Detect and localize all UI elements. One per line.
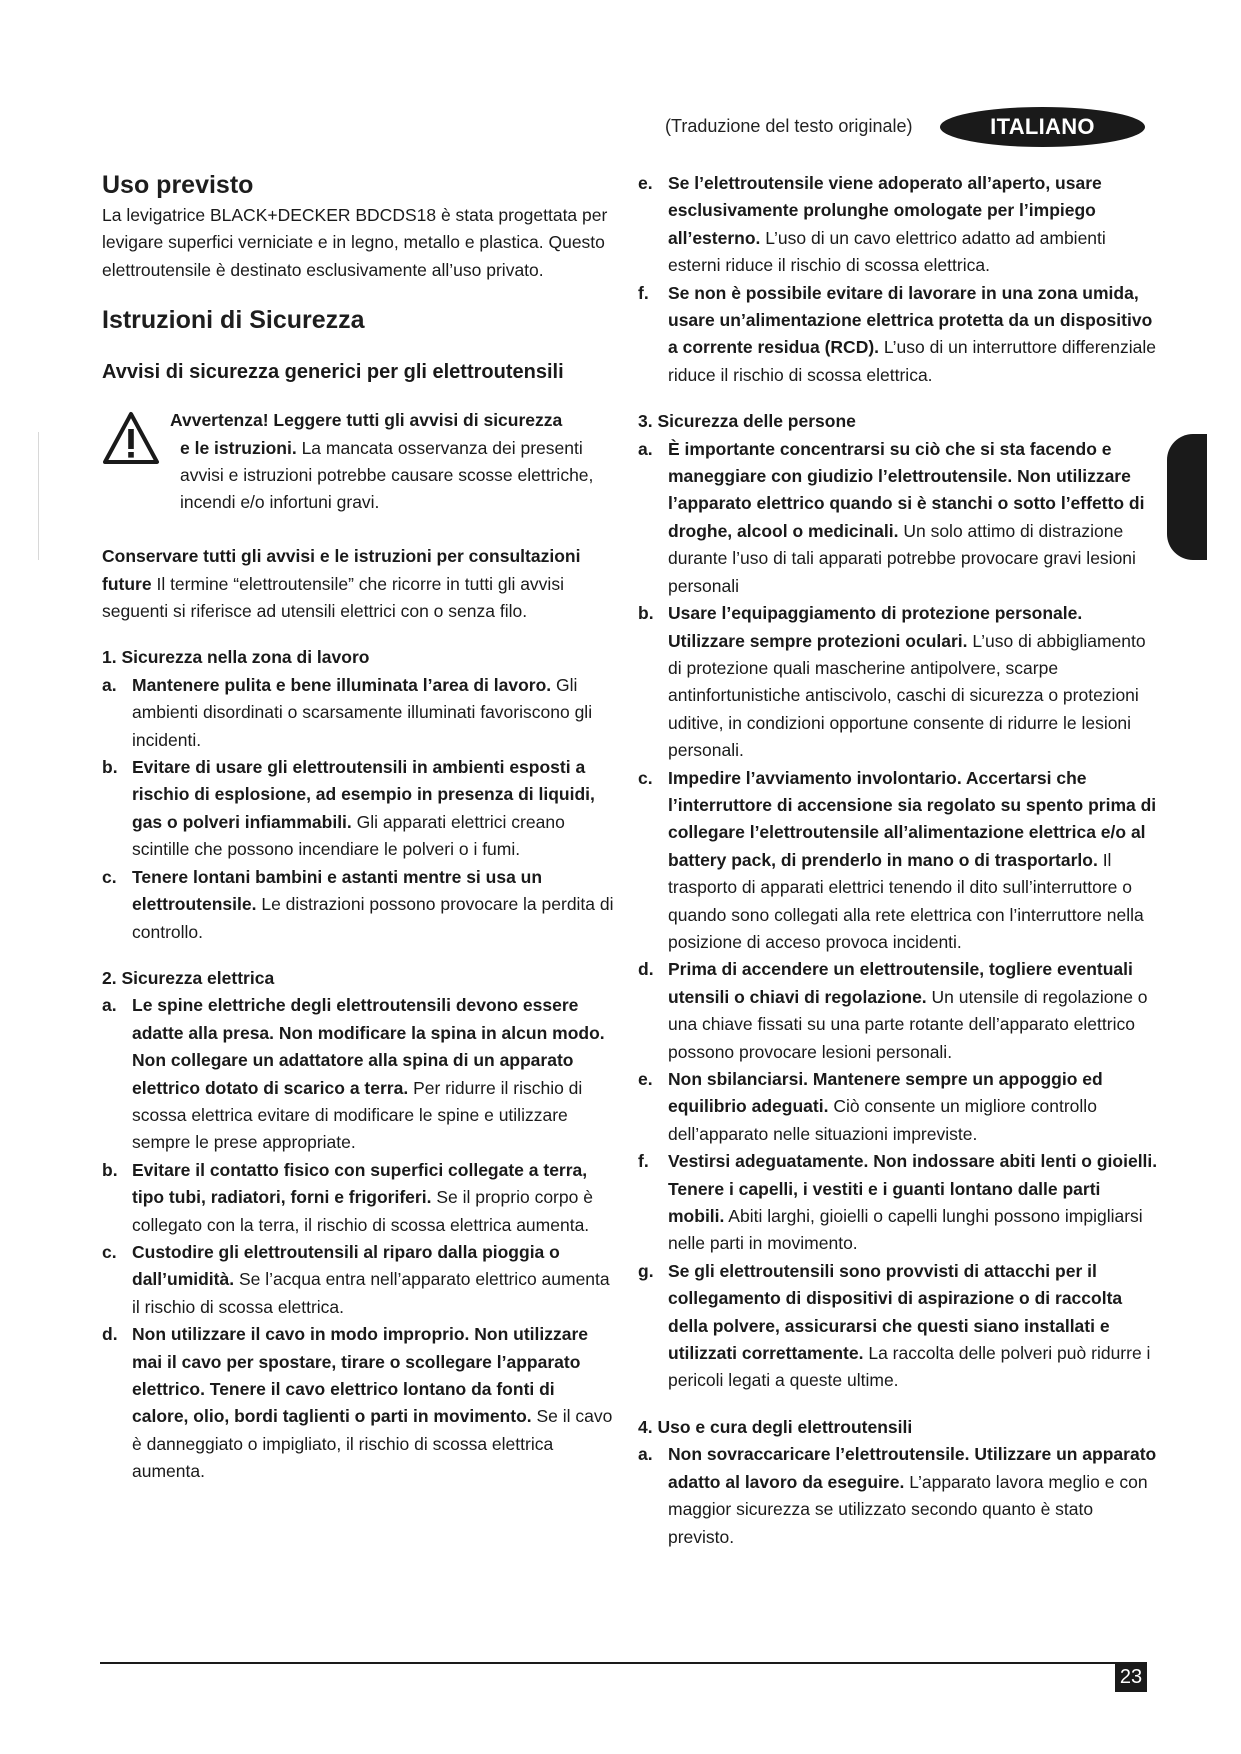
list-item <box>638 600 1160 764</box>
left-column <box>102 170 614 1486</box>
item-heading: Se l’elettroutensile viene adoperato all’aperto, usare esclusivamente prolunghe omologate per l’impiego all’esterno. <box>668 173 1102 248</box>
item-label: f. <box>638 282 649 303</box>
item-label: c. <box>638 767 653 788</box>
header-translation-note: (Traduzione del testo originale) <box>665 116 913 136</box>
item-label: g. <box>638 1260 654 1281</box>
item-heading: Le spine elettriche degli elettroutensili devono essere adatte alla presa. Non modificare la spina in alcun modo. Non collegare un adattatore alla spina di un apparato elettrico dotato di scarico a terra. <box>132 995 605 1098</box>
section-1-list <box>102 672 614 946</box>
item-text: Abiti larghi, gioielli o capelli lunghi possono impigliarsi nelle parti in movimento. <box>668 1206 1143 1254</box>
item-label: a. <box>638 438 653 459</box>
warning-bold-line: Avvertenza! Leggere tutti gli avvisi di sicurezza <box>170 410 563 431</box>
section-2-title: 2. Sicurezza elettrica <box>102 967 275 988</box>
item-heading: Tenere lontani bambini e astanti mentre si usa un elettroutensile. <box>132 866 543 915</box>
section-2-list <box>102 992 614 1485</box>
item-text: Il trasporto di apparati elettrici tenendo il dito sull’interruttore o quando sono collegati alla rete elettrica con l’interruttore nella posizione di acceso provoca incidenti. <box>668 849 1144 952</box>
item-text: Ciò consente un migliore controllo dell’apparato nelle situazioni impreviste. <box>668 1096 1097 1144</box>
list-item <box>102 1157 614 1239</box>
list-item <box>102 754 614 864</box>
warning-triangle-icon <box>102 411 160 465</box>
language-badge: ITALIANO <box>940 107 1145 147</box>
item-label: e. <box>638 173 653 193</box>
right-column <box>638 170 1160 1551</box>
item-heading: Vestirsi adeguatamente. Non indossare abiti lenti o gioielli. Tenere i capelli, i vestiti e i guanti lontano dalle parti mobili. <box>668 1151 1158 1227</box>
section-1-title: 1. Sicurezza nella zona di lavoro <box>102 647 370 668</box>
warning-bold-continuation: e le istruzioni. <box>180 437 297 458</box>
item-text: L’uso di abbigliamento di protezione quali mascherine antipolvere, scarpe antinfortunistiche antiscivolo, caschi di sicurezza o protezioni uditive, in condizioni opportune consente di ridurre le lesioni personali. <box>668 630 1146 761</box>
list-item <box>638 1066 1160 1148</box>
item-text: Se il proprio corpo è collegato con la terra, il rischio di scossa elettrica aumenta. <box>132 1187 593 1235</box>
list-item <box>638 170 1160 280</box>
item-text: L’apparato lavora meglio e con maggior sicurezza se utilizzato secondo quanto è stato previsto. <box>668 1471 1148 1547</box>
footer-rule <box>100 1662 1145 1664</box>
item-heading: Usare l’equipaggiamento di protezione personale. Utilizzare sempre protezioni oculari. <box>668 603 1083 651</box>
item-label: e. <box>638 1069 653 1089</box>
item-heading: Evitare di usare gli elettroutensili in ambienti esposti a rischio di esplosione, ad esempio in presenza di liquidi, gas o polveri infiammabili. <box>132 757 595 832</box>
list-item <box>102 672 614 754</box>
item-text: Gli apparati elettrici creano scintille che possono incendiare le polveri o i fumi. <box>132 811 565 860</box>
item-label: c. <box>102 866 117 887</box>
list-item <box>102 864 614 946</box>
item-heading: Prima di accendere un elettroutensile, togliere eventuali utensili o chiavi di regolazione. <box>668 959 1133 1007</box>
item-heading: Non sovraccaricare l’elettroutensile. Utilizzare un apparato adatto al lavoro da eseguire. <box>668 1444 1157 1492</box>
list-item <box>638 765 1160 957</box>
item-heading: Se gli elettroutensili sono provvisti di attacchi per il collegamento di dispositivi di aspirazione o di raccolta della polvere, assicurarsi che questi siano installati e utilizzati correttamente. <box>668 1260 1123 1364</box>
list-item <box>638 1441 1160 1551</box>
istruzioni-title: Istruzioni di Sicurezza <box>102 306 365 335</box>
item-heading: Evitare il contatto fisico con superfici collegate a terra, tipo tubi, radiatori, forni e frigoriferi. <box>132 1159 588 1208</box>
section-3-title: 3. Sicurezza delle persone <box>638 411 856 432</box>
list-item <box>638 1258 1160 1395</box>
item-label: a. <box>102 995 117 1016</box>
section-3-list <box>638 436 1160 1395</box>
section-4-title: 4. Uso e cura degli elettroutensili <box>638 1416 913 1437</box>
conservare-text: Il termine “elettroutensile” che ricorre in tutti gli avvisi seguenti si riferisce ad utensili elettrici con o senza filo. <box>102 573 564 622</box>
item-text: Per ridurre il rischio di scossa elettrica evitare di modificare le spine e utilizzare sempre le prese appropriate. <box>132 1077 583 1153</box>
item-heading: Non utilizzare il cavo in modo improprio. Non utilizzare mai il cavo per spostare, tirare o scollegare l’apparato elettrico. Tenere il cavo elettrico lontano da fonti di calore, olio, bordi taglienti o parti in movimento. <box>132 1324 589 1427</box>
page-number: 23 <box>1115 1662 1147 1692</box>
item-label: d. <box>638 959 654 980</box>
section-4-list <box>638 1441 1160 1551</box>
item-text: Se il cavo è danneggiato o impigliato, il rischio di scossa elettrica aumenta. <box>132 1406 613 1482</box>
conservare-bold: Conservare tutti gli avvisi e le istruzioni per consultazioni future <box>102 546 581 594</box>
item-heading: Custodire gli elettroutensili al riparo dalla pioggia o dall’umidità. <box>132 1241 560 1290</box>
item-label: f. <box>638 1151 649 1172</box>
item-text: Gli ambienti disordinati o scarsamente illuminati favoriscono gli incidenti. <box>132 674 593 750</box>
item-heading: È importante concentrarsi su ciò che si sta facendo e maneggiare con giudizio l’elettroutensile. Non utilizzare l’apparato elettrico quando si è stanchi o sotto l’effetto di droghe, alcool o medicinali. <box>668 438 1145 541</box>
list-item <box>102 992 614 1156</box>
item-label: b. <box>638 603 654 624</box>
margin-line <box>38 432 39 560</box>
list-item <box>638 280 1160 390</box>
item-heading: Se non è possibile evitare di lavorare in una zona umida, usare un’alimentazione elettrica protetta da un dispositivo a corrente residua (RCD). <box>668 282 1153 358</box>
item-label: c. <box>102 1241 117 1262</box>
section-2-continued-list <box>638 170 1160 389</box>
list-item <box>638 1148 1160 1258</box>
item-heading: Impedire l’avviamento involontario. Accertarsi che l’interruttore di accensione sia regolato su spento prima di collegare l’elettroutensile all’alimentazione elettrica e/o al battery pack, di prenderlo in mano o di trasportarlo. <box>668 767 1157 870</box>
item-heading: Non sbilanciarsi. Mantenere sempre un appoggio ed equilibrio adeguati. <box>668 1069 1103 1117</box>
warning-block <box>102 407 614 527</box>
conservare-paragraph <box>102 543 614 625</box>
item-text: La raccolta delle polveri può ridurre i pericoli legati a queste ultime. <box>668 1343 1151 1391</box>
item-text: Un utensile di regolazione o una chiave fissati su una parte rotante dell’apparato elettrico possono provocare lesioni personali. <box>668 986 1148 1062</box>
item-text: Le distrazioni possono provocare la perdita di controllo. <box>132 894 614 942</box>
item-label: d. <box>102 1324 118 1345</box>
side-tab-marker <box>1167 434 1207 560</box>
item-label: a. <box>638 1444 653 1465</box>
list-item <box>102 1239 614 1321</box>
uso-previsto-title: Uso previsto <box>102 171 254 199</box>
uso-previsto-text: La levigatrice BLACK+DECKER BDCDS18 è stata progettata per levigare superfici verniciate e in legno, metallo e plastica. Questo elettroutensile è destinato esclusivamente all’uso privato. <box>102 205 608 280</box>
item-label: b. <box>102 757 118 778</box>
list-item <box>102 1321 614 1485</box>
list-item <box>638 436 1160 600</box>
item-label: a. <box>102 674 117 695</box>
item-text: Se l’acqua entra nell’apparato elettrico aumenta il rischio di scossa elettrica. <box>132 1269 610 1317</box>
avvisi-subtitle: Avvisi di sicurezza generici per gli elettroutensili <box>102 361 564 384</box>
item-label: b. <box>102 1159 118 1180</box>
item-text: L’uso di un interruttore differenziale riduce il rischio di scossa elettrica. <box>668 337 1156 385</box>
item-text: L’uso di un cavo elettrico adatto ad ambienti esterni riduce il rischio di scossa elettrica. <box>668 227 1106 276</box>
warning-text: La mancata osservanza dei presenti avvisi e istruzioni potrebbe causare scosse elettriche, incendi e/o infortuni gravi. <box>180 437 594 513</box>
item-text: Un solo attimo di distrazione durante l’uso di tali apparati potrebbe provocare gravi lesioni personali <box>668 520 1136 596</box>
item-heading: Mantenere pulita e bene illuminata l’area di lavoro. <box>132 674 552 695</box>
list-item <box>638 956 1160 1066</box>
